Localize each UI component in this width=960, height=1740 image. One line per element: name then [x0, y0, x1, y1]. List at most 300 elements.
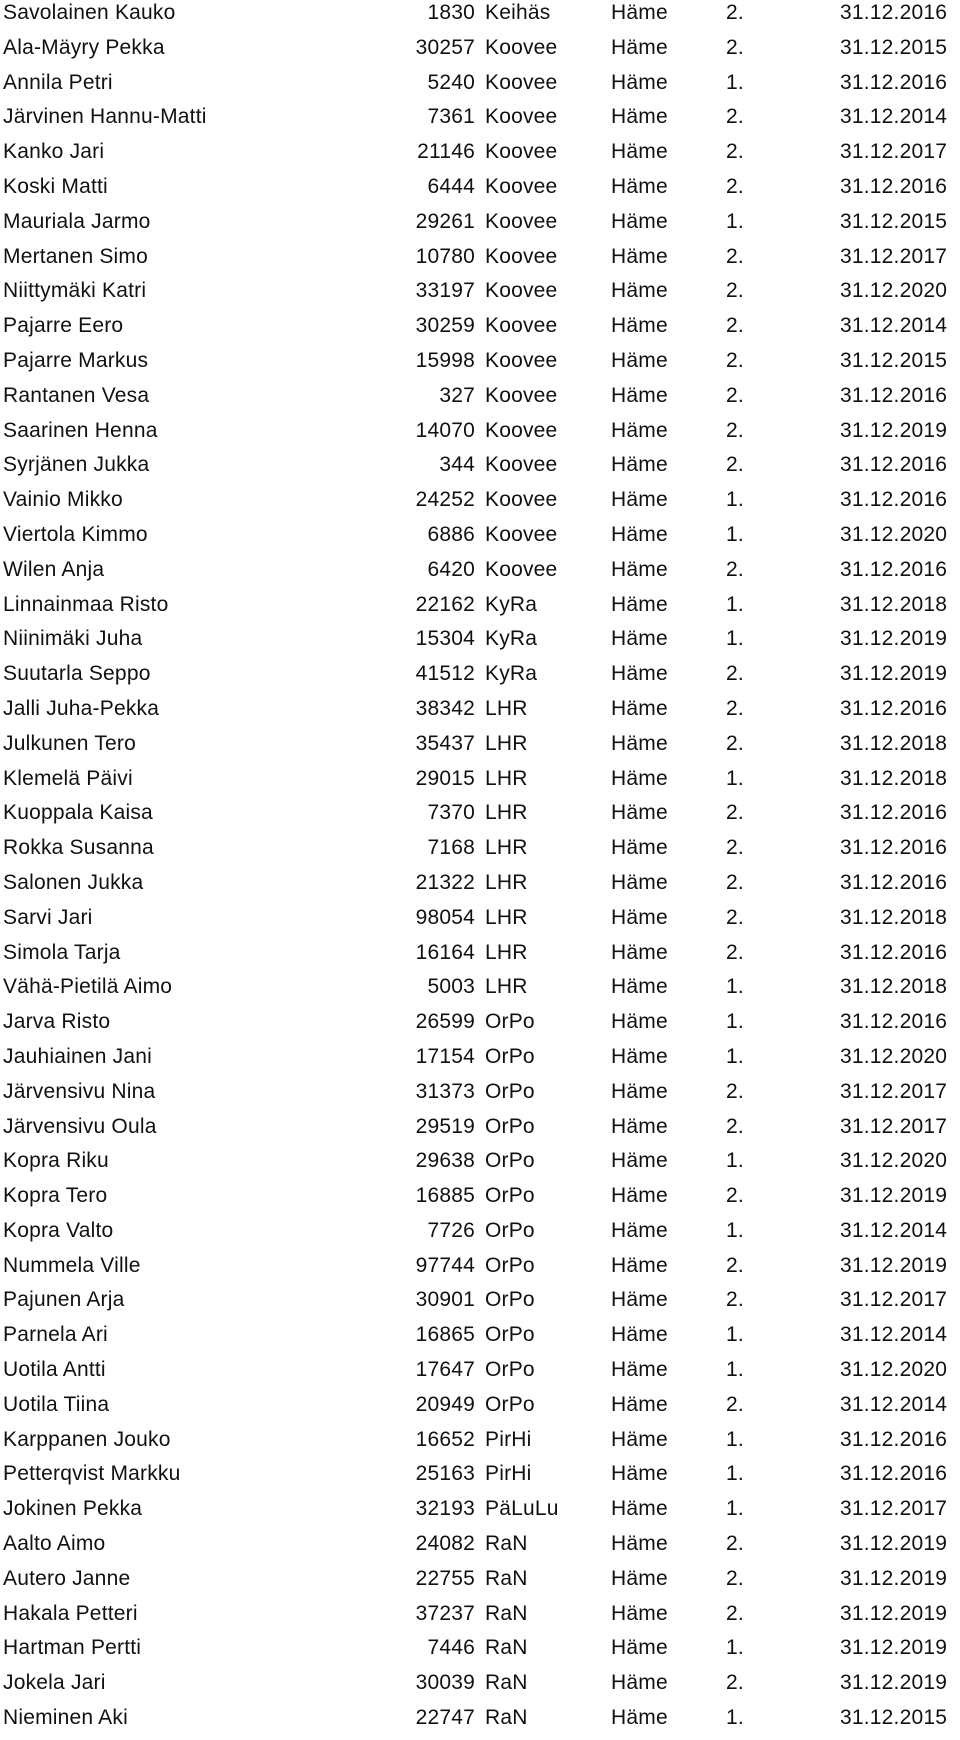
- district-cell: Häme: [611, 453, 668, 477]
- club-cell: Koovee: [485, 70, 558, 94]
- name-cell: Jarva Risto: [3, 1010, 111, 1034]
- district-cell: Häme: [611, 1532, 668, 1556]
- district-cell: Häme: [611, 1079, 668, 1103]
- district-cell: Häme: [611, 35, 668, 59]
- list-row: [0, 905, 960, 940]
- valid-until-cell: 31.12.2017: [840, 1497, 948, 1521]
- name-cell: Julkunen Tero: [3, 731, 136, 755]
- name-cell: Autero Janne: [3, 1566, 131, 1590]
- class-cell: 2.: [726, 140, 744, 164]
- name-cell: Nummela Ville: [3, 1253, 141, 1277]
- class-cell: 2.: [726, 418, 744, 442]
- district-cell: Häme: [611, 1706, 668, 1730]
- list-row: [0, 731, 960, 766]
- id-number-cell: 29015: [415, 766, 475, 790]
- id-number-cell: 17154: [415, 1044, 475, 1068]
- club-cell: Koovee: [485, 453, 558, 477]
- list-row: [0, 1461, 960, 1496]
- id-number-cell: 6420: [427, 557, 475, 581]
- valid-until-cell: 31.12.2014: [840, 1218, 948, 1242]
- club-cell: Koovee: [485, 105, 558, 129]
- name-cell: Klemelä Päivi: [3, 766, 133, 790]
- list-row: [0, 1635, 960, 1670]
- class-cell: 2.: [726, 1114, 744, 1138]
- valid-until-cell: 31.12.2017: [840, 1079, 948, 1103]
- district-cell: Häme: [611, 1288, 668, 1312]
- valid-until-cell: 31.12.2016: [840, 1427, 948, 1451]
- name-cell: Aalto Aimo: [3, 1532, 106, 1556]
- id-number-cell: 327: [439, 383, 475, 407]
- valid-until-cell: 31.12.2017: [840, 140, 948, 164]
- id-number-cell: 32193: [415, 1497, 475, 1521]
- id-number-cell: 5003: [427, 975, 475, 999]
- id-number-cell: 24252: [415, 488, 475, 512]
- district-cell: Häme: [611, 488, 668, 512]
- class-cell: 2.: [726, 35, 744, 59]
- club-cell: Koovee: [485, 418, 558, 442]
- valid-until-cell: 31.12.2016: [840, 870, 948, 894]
- class-cell: 1.: [726, 1497, 744, 1521]
- list-row: [0, 139, 960, 174]
- class-cell: 1.: [726, 627, 744, 651]
- valid-until-cell: 31.12.2016: [840, 557, 948, 581]
- list-row: [0, 800, 960, 835]
- class-cell: 1.: [726, 522, 744, 546]
- name-cell: Vainio Mikko: [3, 488, 123, 512]
- name-cell: Kanko Jari: [3, 140, 105, 164]
- valid-until-cell: 31.12.2015: [840, 35, 948, 59]
- club-cell: KyRa: [485, 662, 538, 686]
- list-row: [0, 626, 960, 661]
- district-cell: Häme: [611, 174, 668, 198]
- name-cell: Syrjänen Jukka: [3, 453, 150, 477]
- club-cell: OrPo: [485, 1218, 535, 1242]
- name-cell: Jalli Juha-Pekka: [3, 696, 160, 720]
- class-cell: 1.: [726, 1706, 744, 1730]
- class-cell: 2.: [726, 1, 744, 24]
- id-number-cell: 37237: [415, 1601, 475, 1625]
- club-cell: KyRa: [485, 592, 538, 616]
- district-cell: Häme: [611, 1636, 668, 1660]
- club-cell: LHR: [485, 836, 528, 860]
- club-cell: LHR: [485, 696, 528, 720]
- valid-until-cell: 31.12.2016: [840, 696, 948, 720]
- valid-until-cell: 31.12.2016: [840, 940, 948, 964]
- name-cell: Mertanen Simo: [3, 244, 148, 268]
- club-cell: Koovee: [485, 209, 558, 233]
- list-row: [0, 278, 960, 313]
- class-cell: 2.: [726, 244, 744, 268]
- list-row: [0, 244, 960, 279]
- list-row: [0, 70, 960, 105]
- id-number-cell: 22755: [415, 1566, 475, 1590]
- class-cell: 2.: [726, 314, 744, 338]
- class-cell: 1.: [726, 592, 744, 616]
- id-number-cell: 16164: [415, 940, 475, 964]
- class-cell: 2.: [726, 1288, 744, 1312]
- class-cell: 1.: [726, 488, 744, 512]
- class-cell: 1.: [726, 766, 744, 790]
- district-cell: Häme: [611, 1044, 668, 1068]
- class-cell: 1.: [726, 1636, 744, 1660]
- district-cell: Häme: [611, 244, 668, 268]
- district-cell: Häme: [611, 70, 668, 94]
- list-row: [0, 1566, 960, 1601]
- club-cell: LHR: [485, 975, 528, 999]
- valid-until-cell: 31.12.2017: [840, 1288, 948, 1312]
- id-number-cell: 97744: [415, 1253, 475, 1277]
- name-cell: Kuoppala Kaisa: [3, 801, 153, 825]
- id-number-cell: 29638: [415, 1149, 475, 1173]
- district-cell: Häme: [611, 1184, 668, 1208]
- club-cell: Koovee: [485, 314, 558, 338]
- club-cell: OrPo: [485, 1044, 535, 1068]
- list-row: [0, 1705, 960, 1740]
- district-cell: Häme: [611, 1253, 668, 1277]
- class-cell: 1.: [726, 1044, 744, 1068]
- club-cell: OrPo: [485, 1392, 535, 1416]
- class-cell: 2.: [726, 836, 744, 860]
- district-cell: Häme: [611, 1010, 668, 1034]
- class-cell: 1.: [726, 1358, 744, 1382]
- list-row: [0, 418, 960, 453]
- district-cell: Häme: [611, 1392, 668, 1416]
- district-cell: Häme: [611, 314, 668, 338]
- id-number-cell: 14070: [415, 418, 475, 442]
- class-cell: 2.: [726, 940, 744, 964]
- id-number-cell: 30039: [415, 1671, 475, 1695]
- club-cell: OrPo: [485, 1184, 535, 1208]
- valid-until-cell: 31.12.2016: [840, 1462, 948, 1486]
- list-row: [0, 0, 960, 35]
- district-cell: Häme: [611, 905, 668, 929]
- valid-until-cell: 31.12.2020: [840, 1149, 948, 1173]
- class-cell: 2.: [726, 453, 744, 477]
- valid-until-cell: 31.12.2020: [840, 1358, 948, 1382]
- valid-until-cell: 31.12.2020: [840, 1044, 948, 1068]
- name-cell: Jokela Jari: [3, 1671, 106, 1695]
- valid-until-cell: 31.12.2019: [840, 1601, 948, 1625]
- id-number-cell: 15998: [415, 348, 475, 372]
- id-number-cell: 15304: [415, 627, 475, 651]
- club-cell: Koovee: [485, 557, 558, 581]
- club-cell: RaN: [485, 1566, 528, 1590]
- valid-until-cell: 31.12.2019: [840, 1184, 948, 1208]
- club-cell: OrPo: [485, 1149, 535, 1173]
- id-number-cell: 31373: [415, 1079, 475, 1103]
- list-row: [0, 661, 960, 696]
- district-cell: Häme: [611, 1671, 668, 1695]
- name-cell: Pajarre Eero: [3, 314, 124, 338]
- list-row: [0, 1009, 960, 1044]
- id-number-cell: 33197: [415, 279, 475, 303]
- list-row: [0, 1496, 960, 1531]
- class-cell: 2.: [726, 348, 744, 372]
- class-cell: 2.: [726, 383, 744, 407]
- list-row: [0, 452, 960, 487]
- class-cell: 2.: [726, 696, 744, 720]
- district-cell: Häme: [611, 940, 668, 964]
- id-number-cell: 7361: [427, 105, 475, 129]
- class-cell: 2.: [726, 1566, 744, 1590]
- id-number-cell: 344: [439, 453, 475, 477]
- class-cell: 1.: [726, 1218, 744, 1242]
- valid-until-cell: 31.12.2019: [840, 1566, 948, 1590]
- name-cell: Uotila Tiina: [3, 1392, 110, 1416]
- district-cell: Häme: [611, 766, 668, 790]
- list-row: [0, 940, 960, 975]
- valid-until-cell: 31.12.2017: [840, 1114, 948, 1138]
- club-cell: OrPo: [485, 1253, 535, 1277]
- name-cell: Koski Matti: [3, 174, 108, 198]
- club-cell: LHR: [485, 766, 528, 790]
- list-row: [0, 1148, 960, 1183]
- name-cell: Uotila Antti: [3, 1358, 106, 1382]
- valid-until-cell: 31.12.2016: [840, 488, 948, 512]
- valid-until-cell: 31.12.2019: [840, 418, 948, 442]
- list-row: [0, 696, 960, 731]
- valid-until-cell: 31.12.2020: [840, 279, 948, 303]
- district-cell: Häme: [611, 383, 668, 407]
- district-cell: Häme: [611, 279, 668, 303]
- club-cell: OrPo: [485, 1114, 535, 1138]
- list-row: [0, 974, 960, 1009]
- id-number-cell: 22747: [415, 1706, 475, 1730]
- district-cell: Häme: [611, 348, 668, 372]
- district-cell: Häme: [611, 627, 668, 651]
- valid-until-cell: 31.12.2019: [840, 627, 948, 651]
- name-cell: Ala-Mäyry Pekka: [3, 35, 165, 59]
- id-number-cell: 29261: [415, 209, 475, 233]
- list-row: [0, 35, 960, 70]
- id-number-cell: 7370: [427, 801, 475, 825]
- id-number-cell: 6444: [427, 174, 475, 198]
- district-cell: Häme: [611, 1149, 668, 1173]
- district-cell: Häme: [611, 801, 668, 825]
- list-row: [0, 1287, 960, 1322]
- class-cell: 1.: [726, 1323, 744, 1347]
- list-row: [0, 209, 960, 244]
- class-cell: 1.: [726, 209, 744, 233]
- list-row: [0, 487, 960, 522]
- valid-until-cell: 31.12.2018: [840, 975, 948, 999]
- name-cell: Savolainen Kauko: [3, 1, 176, 24]
- club-cell: Koovee: [485, 522, 558, 546]
- valid-until-cell: 31.12.2016: [840, 383, 948, 407]
- id-number-cell: 24082: [415, 1532, 475, 1556]
- class-cell: 1.: [726, 975, 744, 999]
- name-cell: Vähä-Pietilä Aimo: [3, 975, 173, 999]
- district-cell: Häme: [611, 557, 668, 581]
- name-cell: Järvensivu Oula: [3, 1114, 157, 1138]
- valid-until-cell: 31.12.2014: [840, 314, 948, 338]
- class-cell: 2.: [726, 801, 744, 825]
- list-row: [0, 835, 960, 870]
- club-cell: LHR: [485, 731, 528, 755]
- list-row: [0, 1670, 960, 1705]
- class-cell: 2.: [726, 905, 744, 929]
- club-cell: PäLuLu: [485, 1497, 559, 1521]
- valid-until-cell: 31.12.2018: [840, 731, 948, 755]
- id-number-cell: 16865: [415, 1323, 475, 1347]
- id-number-cell: 5240: [427, 70, 475, 94]
- club-cell: LHR: [485, 905, 528, 929]
- club-cell: Koovee: [485, 35, 558, 59]
- valid-until-cell: 31.12.2019: [840, 1671, 948, 1695]
- name-cell: Rokka Susanna: [3, 836, 154, 860]
- district-cell: Häme: [611, 1427, 668, 1451]
- club-cell: Keihäs: [485, 1, 551, 24]
- club-cell: RaN: [485, 1671, 528, 1695]
- list-row: [0, 383, 960, 418]
- district-cell: Häme: [611, 696, 668, 720]
- valid-until-cell: 31.12.2016: [840, 1, 948, 24]
- valid-until-cell: 31.12.2016: [840, 801, 948, 825]
- club-cell: PirHi: [485, 1427, 532, 1451]
- valid-until-cell: 31.12.2016: [840, 70, 948, 94]
- list-row: [0, 766, 960, 801]
- class-cell: 2.: [726, 105, 744, 129]
- club-cell: OrPo: [485, 1358, 535, 1382]
- valid-until-cell: 31.12.2014: [840, 1392, 948, 1416]
- name-cell: Pajarre Markus: [3, 348, 149, 372]
- name-cell: Petterqvist Markku: [3, 1462, 181, 1486]
- name-cell: Wilen Anja: [3, 557, 105, 581]
- name-cell: Annila Petri: [3, 70, 113, 94]
- name-cell: Suutarla Seppo: [3, 662, 151, 686]
- district-cell: Häme: [611, 975, 668, 999]
- id-number-cell: 20949: [415, 1392, 475, 1416]
- name-cell: Järvinen Hannu-Matti: [3, 105, 207, 129]
- id-number-cell: 30259: [415, 314, 475, 338]
- valid-until-cell: 31.12.2019: [840, 662, 948, 686]
- list-row: [0, 1218, 960, 1253]
- district-cell: Häme: [611, 592, 668, 616]
- id-number-cell: 7446: [427, 1636, 475, 1660]
- list-row: [0, 104, 960, 139]
- class-cell: 1.: [726, 1149, 744, 1173]
- club-cell: Koovee: [485, 140, 558, 164]
- class-cell: 2.: [726, 174, 744, 198]
- list-row: [0, 348, 960, 383]
- class-cell: 2.: [726, 1184, 744, 1208]
- valid-until-cell: 31.12.2016: [840, 174, 948, 198]
- id-number-cell: 16652: [415, 1427, 475, 1451]
- name-cell: Linnainmaa Risto: [3, 592, 169, 616]
- name-cell: Sarvi Jari: [3, 905, 93, 929]
- class-cell: 2.: [726, 1532, 744, 1556]
- id-number-cell: 7726: [427, 1218, 475, 1242]
- club-cell: KyRa: [485, 627, 538, 651]
- list-row: [0, 522, 960, 557]
- district-cell: Häme: [611, 1497, 668, 1521]
- id-number-cell: 98054: [415, 905, 475, 929]
- name-cell: Karppanen Jouko: [3, 1427, 171, 1451]
- district-cell: Häme: [611, 418, 668, 442]
- name-cell: Niittymäki Katri: [3, 279, 147, 303]
- club-cell: Koovee: [485, 279, 558, 303]
- district-cell: Häme: [611, 1323, 668, 1347]
- id-number-cell: 25163: [415, 1462, 475, 1486]
- name-cell: Kopra Valto: [3, 1218, 114, 1242]
- list-row: [0, 313, 960, 348]
- club-cell: RaN: [485, 1532, 528, 1556]
- id-number-cell: 30257: [415, 35, 475, 59]
- valid-until-cell: 31.12.2015: [840, 1706, 948, 1730]
- class-cell: 1.: [726, 1010, 744, 1034]
- valid-until-cell: 31.12.2018: [840, 905, 948, 929]
- name-cell: Saarinen Henna: [3, 418, 158, 442]
- valid-until-cell: 31.12.2015: [840, 348, 948, 372]
- list-row: [0, 1044, 960, 1079]
- valid-until-cell: 31.12.2015: [840, 209, 948, 233]
- club-cell: OrPo: [485, 1288, 535, 1312]
- class-cell: 2.: [726, 662, 744, 686]
- name-cell: Viertola Kimmo: [3, 522, 148, 546]
- list-row: [0, 1601, 960, 1636]
- district-cell: Häme: [611, 1566, 668, 1590]
- id-number-cell: 1830: [427, 1, 475, 24]
- club-cell: OrPo: [485, 1323, 535, 1347]
- district-cell: Häme: [611, 870, 668, 894]
- name-cell: Jokinen Pekka: [3, 1497, 143, 1521]
- name-cell: Parnela Ari: [3, 1323, 108, 1347]
- list-row: [0, 1427, 960, 1462]
- valid-until-cell: 31.12.2018: [840, 766, 948, 790]
- name-cell: Hartman Pertti: [3, 1636, 142, 1660]
- class-cell: 2.: [726, 557, 744, 581]
- id-number-cell: 41512: [415, 662, 475, 686]
- district-cell: Häme: [611, 662, 668, 686]
- district-cell: Häme: [611, 1218, 668, 1242]
- id-number-cell: 7168: [427, 836, 475, 860]
- name-cell: Simola Tarja: [3, 940, 121, 964]
- valid-until-cell: 31.12.2019: [840, 1532, 948, 1556]
- club-cell: Koovee: [485, 348, 558, 372]
- valid-until-cell: 31.12.2020: [840, 522, 948, 546]
- list-row: [0, 1079, 960, 1114]
- id-number-cell: 16885: [415, 1184, 475, 1208]
- class-cell: 2.: [726, 279, 744, 303]
- club-cell: Koovee: [485, 383, 558, 407]
- district-cell: Häme: [611, 522, 668, 546]
- name-cell: Mauriala Jarmo: [3, 209, 151, 233]
- list-row: [0, 1322, 960, 1357]
- list-row: [0, 174, 960, 209]
- list-row: [0, 1392, 960, 1427]
- name-cell: Rantanen Vesa: [3, 383, 150, 407]
- class-cell: 2.: [726, 1601, 744, 1625]
- class-cell: 1.: [726, 1462, 744, 1486]
- list-row: [0, 557, 960, 592]
- id-number-cell: 29519: [415, 1114, 475, 1138]
- name-cell: Järvensivu Nina: [3, 1079, 156, 1103]
- valid-until-cell: 31.12.2019: [840, 1253, 948, 1277]
- district-cell: Häme: [611, 209, 668, 233]
- class-cell: 2.: [726, 870, 744, 894]
- list-row: [0, 592, 960, 627]
- district-cell: Häme: [611, 1358, 668, 1382]
- club-cell: RaN: [485, 1706, 528, 1730]
- id-number-cell: 17647: [415, 1358, 475, 1382]
- list-row: [0, 1114, 960, 1149]
- club-cell: OrPo: [485, 1010, 535, 1034]
- id-number-cell: 26599: [415, 1010, 475, 1034]
- list-row: [0, 1357, 960, 1392]
- list-row: [0, 1183, 960, 1218]
- valid-until-cell: 31.12.2016: [840, 1010, 948, 1034]
- id-number-cell: 35437: [415, 731, 475, 755]
